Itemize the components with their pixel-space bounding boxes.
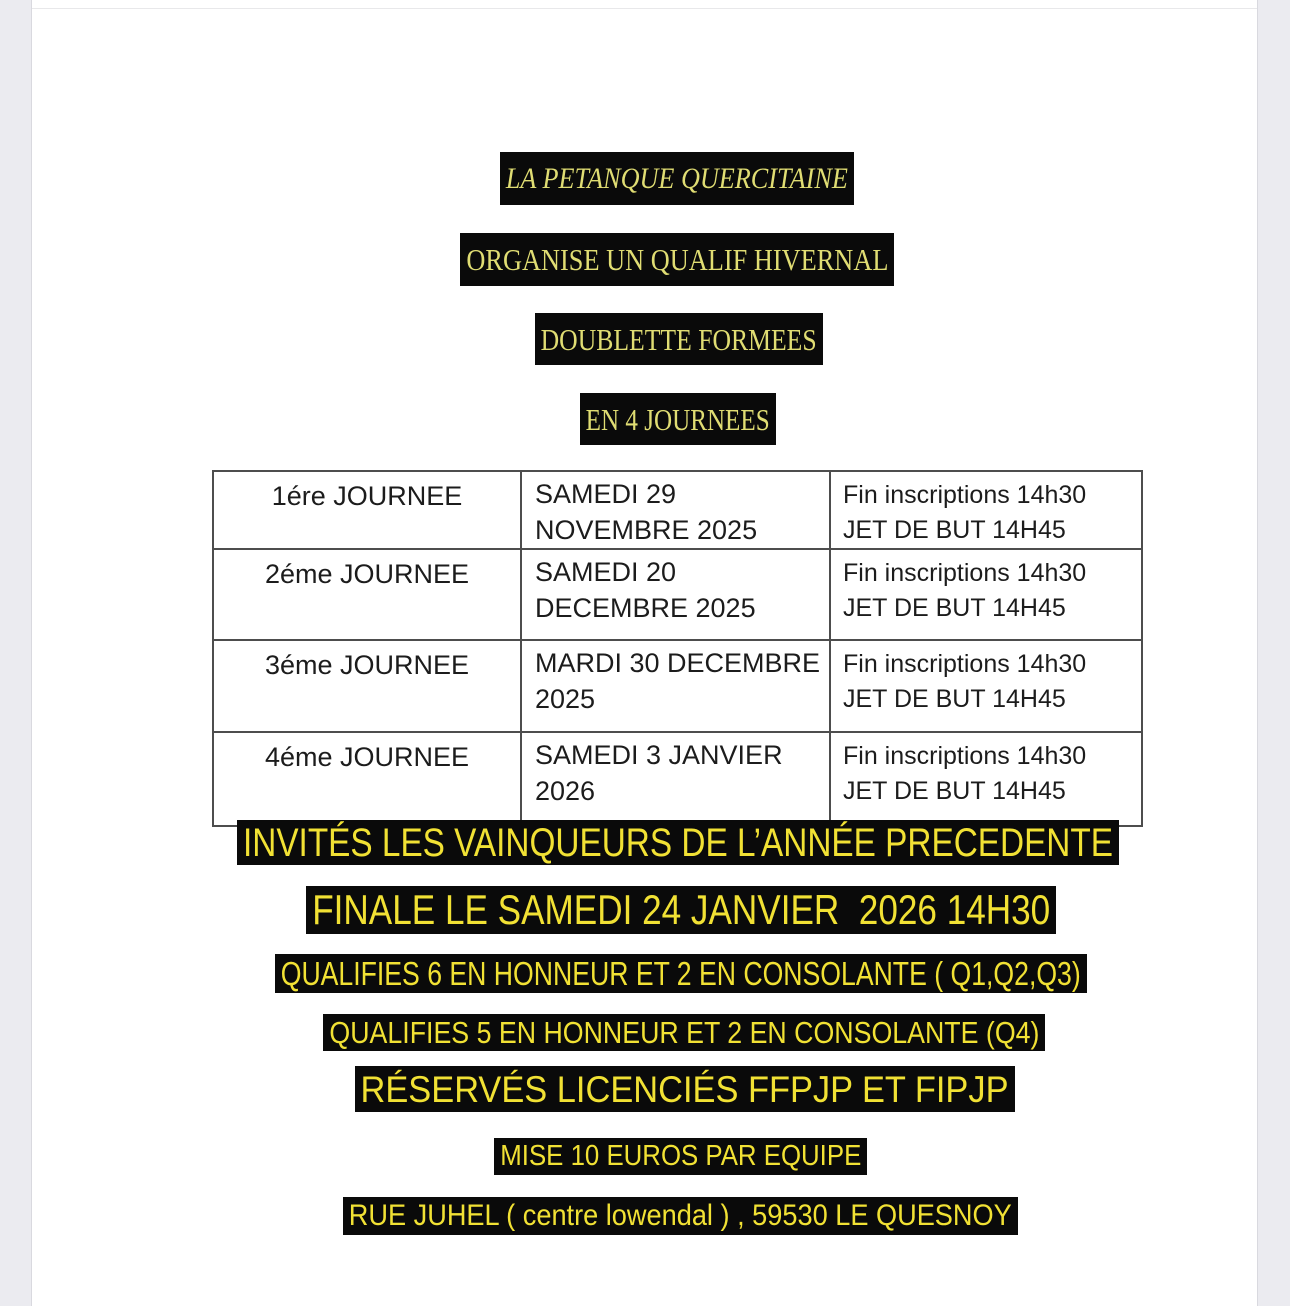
info-line: JET DE BUT 14H45 (843, 516, 1066, 544)
date-line: NOVEMBRE 2025 (535, 514, 758, 545)
info-line: Fin inscriptions 14h30 (843, 481, 1087, 509)
qualifies-q4-text: QUALIFIES 5 EN HONNEUR ET 2 EN CONSOLANTE (Q4) (329, 1015, 1040, 1050)
table-row (213, 640, 1142, 732)
date-line: SAMEDI 3 JANVIER (535, 740, 783, 771)
journee-date (521, 640, 830, 732)
journee-date (521, 732, 830, 826)
journee-info (830, 549, 1142, 640)
days-count-banner (580, 393, 776, 445)
mise-text: MISE 10 EUROS PAR EQUIPE (500, 1140, 862, 1172)
event-subtitle-text: ORGANISE UN QUALIF HIVERNAL (466, 242, 888, 277)
journee-info (830, 640, 1142, 732)
date-line: SAMEDI 20 (535, 557, 677, 588)
info-line: JET DE BUT 14H45 (843, 777, 1066, 806)
info-line: Fin inscriptions 14h30 (843, 742, 1087, 771)
licencies-text: RÉSERVÉS LICENCIÉS FFPJP ET FIPJP (361, 1068, 1010, 1110)
format-banner (535, 313, 823, 365)
qualifies-q123-text: QUALIFIES 6 EN HONNEUR ET 2 EN CONSOLANTE ( Q1,Q2,Q3) (281, 955, 1082, 992)
journee-info (830, 732, 1142, 826)
format-text: DOUBLETTE FORMEES (541, 321, 817, 357)
table-row (213, 549, 1142, 640)
journee-label: 4éme JOURNEE (213, 732, 521, 826)
days-count-text: EN 4 JOURNEES (586, 401, 770, 437)
qualifies-q123-banner (275, 954, 1087, 993)
address-text: RUE JUHEL ( centre lowendal ) , 59530 LE QUESNOY (349, 1199, 1012, 1232)
date-line: SAMEDI 29 (535, 479, 677, 509)
journee-date (521, 471, 830, 549)
schedule-table (212, 470, 1143, 827)
licencies-banner (355, 1066, 1015, 1112)
event-subtitle-banner (460, 233, 894, 286)
info-line: JET DE BUT 14H45 (843, 685, 1066, 714)
finale-banner (306, 886, 1056, 934)
info-line: Fin inscriptions 14h30 (843, 559, 1087, 588)
club-title-banner (500, 152, 854, 205)
date-line: DECEMBRE 2025 (535, 592, 756, 623)
club-title-text: LA PETANQUE QUERCITAINE (506, 161, 848, 195)
table-row (213, 471, 1142, 549)
date-line: 2026 (535, 775, 596, 806)
invites-banner (237, 820, 1119, 865)
document-page (31, 0, 1258, 1306)
info-line: JET DE BUT 14H45 (843, 594, 1066, 623)
journee-info (830, 471, 1142, 549)
journee-label: 1ére JOURNEE (213, 471, 521, 549)
mise-banner (494, 1138, 867, 1175)
finale-text: FINALE LE SAMEDI 24 JANVIER 2026 14H30 (312, 886, 1051, 933)
address-banner (343, 1197, 1018, 1235)
journee-label: 3éme JOURNEE (213, 640, 521, 732)
journee-date (521, 549, 830, 640)
date-line: MARDI 30 DECEMBRE (535, 648, 821, 679)
qualifies-q4-banner (323, 1014, 1045, 1051)
date-line: 2025 (535, 683, 596, 714)
info-line: Fin inscriptions 14h30 (843, 650, 1087, 679)
table-row (213, 732, 1142, 826)
journee-label: 2éme JOURNEE (213, 549, 521, 640)
invites-text: INVITÉS LES VAINQUEURS DE L’ANNÉE PRECEDENTE (243, 820, 1113, 865)
